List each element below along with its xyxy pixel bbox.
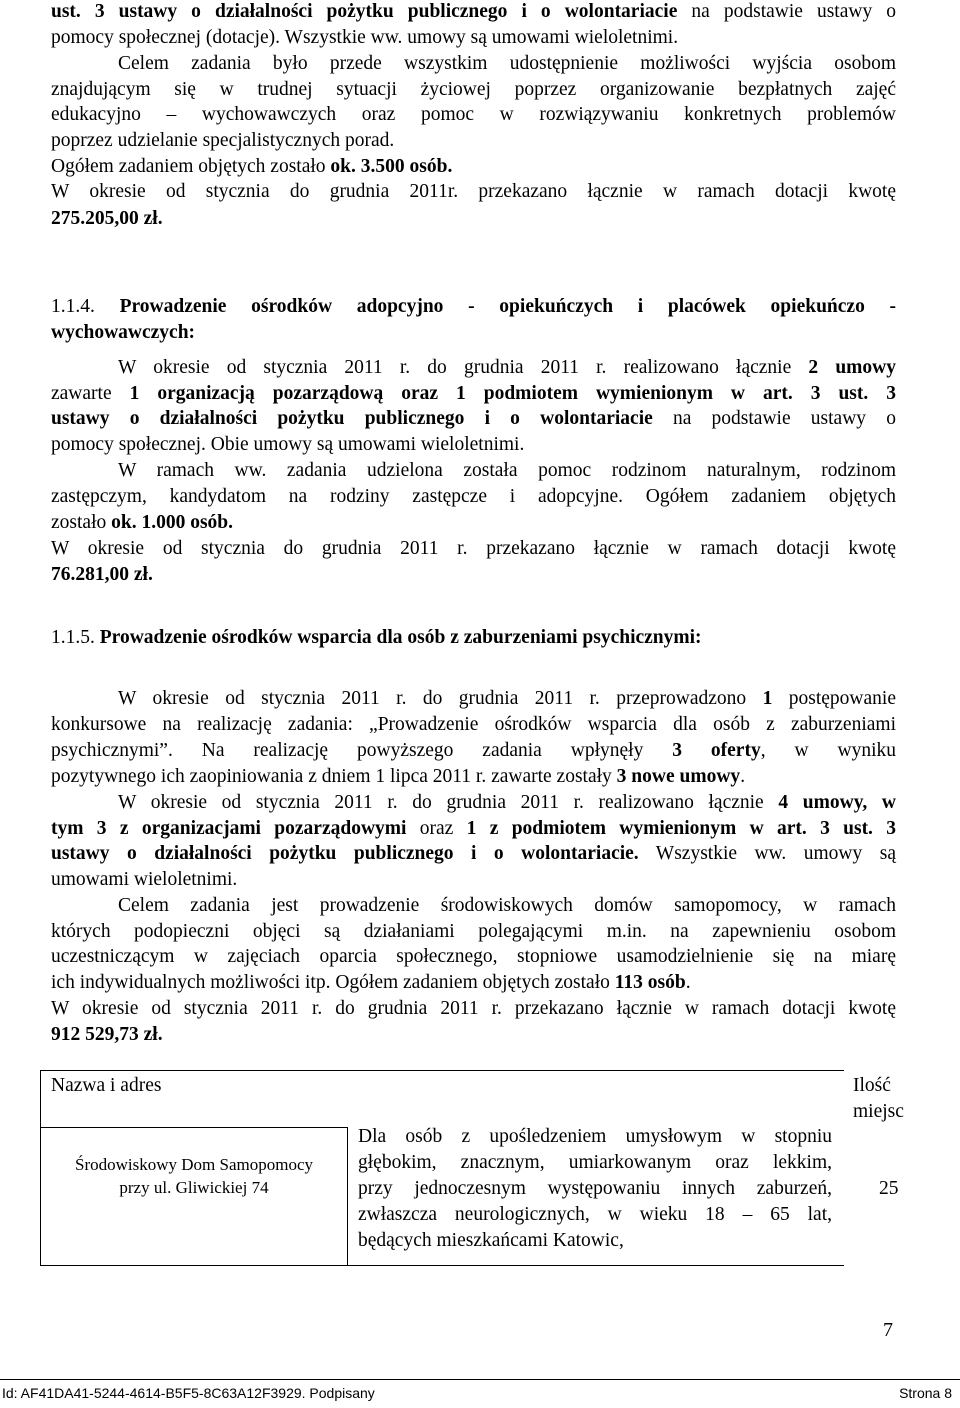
text-line: [51, 868, 896, 892]
text-run: Ogółem zadaniem objętych zostało: [51, 156, 331, 177]
text-run: na podstawie ustawy o: [677, 1, 897, 22]
bold-text: Prowadzenie ośrodków adopcyjno - opiekuńczych i placówek opiekuńczo -: [119, 296, 897, 317]
text-line: [51, 295, 896, 319]
text-run: 1.1.4.: [51, 296, 120, 317]
text-run: pomocy społecznej. Obie umowy są umowami wieloletnimi.: [51, 434, 525, 455]
text-run: oraz: [406, 818, 467, 839]
text-line: [51, 207, 896, 231]
text-run: poprzez udzielanie specjalistycznych porad.: [51, 130, 395, 151]
table-cell-description-line: przy jednoczesnym występowaniu innych zaburzeń,: [358, 1178, 832, 1199]
text-run: na podstawie ustawy o: [652, 408, 896, 429]
text-run: zostało: [51, 512, 112, 533]
text-line: [51, 180, 896, 204]
text-run: W okresie od stycznia 2011 r. do grudnia 2011 r. przekazano łącznie w ramach dotacji kwotę: [51, 998, 896, 1019]
table-cell-name-line: przy ul. Gliwickiej 74: [119, 1178, 269, 1197]
bold-text: ok. 1.000 osób.: [111, 512, 234, 533]
bold-text: 1 organizacją pozarządową oraz 1 podmiotem wymienionym w art. 3 ust. 3: [129, 383, 896, 404]
text-line: [51, 103, 896, 127]
text-run: pomocy społecznej (dotacje). Wszystkie ww. umowy są umowami wieloletnimi.: [51, 27, 679, 48]
bold-text: ustawy o działalności pożytku publicznego i o wolontariacie.: [51, 843, 639, 864]
text-run: , w wyniku: [760, 740, 896, 761]
text-line: [51, 842, 896, 866]
table-cell-description: [358, 1124, 832, 1254]
text-line: [51, 511, 896, 535]
text-run: pozytywnego ich zaopiniowania z dniem 1 lipca 2011 r. zawarte zostały: [51, 766, 617, 787]
bold-text: 2 umowy: [808, 357, 896, 378]
bold-text: wychowawczych:: [51, 322, 196, 343]
bold-text: 3 oferty: [672, 740, 761, 761]
text-run: W okresie od stycznia 2011 r. do grudnia 2011 r. realizowano łącznie: [118, 792, 779, 813]
text-line: [51, 485, 896, 509]
table-header-places-line: miejsc: [853, 1101, 904, 1122]
bold-text: 76.281,00 zł.: [51, 564, 153, 585]
table-cell-description-line: głębokim, znacznym, umiarkowanym oraz lekkim,: [358, 1152, 832, 1173]
bold-text: 1 z podmiotem wymienionym w art. 3 ust. 3: [466, 818, 896, 839]
bold-text: ustawy o działalności pożytku publicznego i o wolontariacie: [51, 408, 653, 429]
text-run: W ramach ww. zadania udzielona została pomoc rodzinom naturalnym, rodzinom: [118, 460, 896, 481]
text-run: Celem zadania jest prowadzenie środowiskowych domów samopomocy, w ramach: [118, 895, 896, 916]
table-cell-description-line: będących mieszkańcami Katowic,: [358, 1230, 624, 1251]
text-line: [51, 129, 896, 153]
text-run: psychicznymi”. Na realizację powyższego zadania wpłynęły: [51, 740, 673, 761]
text-line: [51, 971, 896, 995]
table-cell-name: [46, 1153, 342, 1199]
footer-id: Id: AF41DA41-5244-4614-B5F5-8C63A12F3929. Podpisany: [2, 1385, 375, 1401]
bold-text: 275.205,00 zł.: [51, 208, 163, 229]
text-run: których podopieczni objęci są działaniami polegającymi m.in. na zapewnieniu osobom: [51, 921, 896, 942]
text-run: W okresie od stycznia do grudnia 2011r. przekazano łącznie w ramach dotacji kwotę: [51, 181, 896, 202]
text-line: [51, 407, 896, 431]
page-number: 7: [883, 1319, 893, 1341]
text-line: [51, 78, 896, 102]
bold-text: tym 3 z organizacjami pozarządowymi: [51, 818, 407, 839]
text-line: [51, 739, 896, 763]
text-line: [51, 687, 896, 711]
text-run: W okresie od stycznia 2011 r. do grudnia 2011 r. przeprowadzono: [118, 688, 763, 709]
table-header-places-line: Ilość: [853, 1075, 891, 1096]
text-line: [51, 155, 896, 179]
text-run: zawarte: [51, 383, 130, 404]
text-run: Wszystkie ww. umowy są: [638, 843, 896, 864]
text-run: .: [685, 972, 691, 993]
bold-text: 4 umowy, w: [778, 792, 896, 813]
text-run: konkursowe na realizację zadania: „Prowadzenie ośrodków wsparcia dla osób z zaburzeniami: [51, 714, 896, 735]
bold-text: 3 nowe umowy: [616, 766, 741, 787]
bold-text: 1: [762, 688, 773, 709]
text-line: [51, 433, 896, 457]
bold-text: ok. 3.500 osób.: [330, 156, 453, 177]
text-run: postępowanie: [772, 688, 896, 709]
table-cell-name-line: Środowiskowy Dom Samopomocy: [75, 1155, 313, 1174]
text-line: [51, 321, 896, 345]
table-cell-places: 25: [879, 1178, 899, 1199]
footer-page-label: Strona 8: [899, 1385, 952, 1401]
text-run: znajdującym się w trudnej sytuacji życiowej poprzez organizowanie bezpłatnych zajęć: [51, 79, 896, 100]
text-line: [51, 1023, 896, 1047]
bold-text: 113 osób: [614, 972, 686, 993]
text-line: [51, 894, 896, 918]
table-header-name: Nazwa i adres: [51, 1075, 162, 1096]
text-line: [51, 817, 896, 841]
text-line: [51, 563, 896, 587]
text-run: edukacyjno – wychowawczych oraz pomoc w rozwiązywaniu konkretnych problemów: [51, 104, 896, 125]
table-cell-description-line: Dla osób z upośledzeniem umysłowym w stopniu: [358, 1126, 832, 1147]
table-border-inner-top: [40, 1127, 347, 1128]
text-line: [51, 626, 896, 650]
table-border-divider: [347, 1127, 348, 1265]
text-line: [51, 52, 896, 76]
table-header-places: [853, 1073, 904, 1125]
text-line: [51, 945, 896, 969]
text-run: .: [740, 766, 746, 787]
bold-text: Prowadzenie ośrodków wsparcia dla osób z zaburzeniami psychicznymi:: [99, 627, 702, 648]
table-border-left: [40, 1070, 41, 1265]
text-run: zastępczym, kandydatom na rodziny zastępcze i adopcyjne. Ogółem zadaniem objętych: [51, 486, 896, 507]
text-line: [51, 0, 896, 24]
text-run: W okresie od stycznia 2011 r. do grudnia 2011 r. realizowano łącznie: [118, 357, 809, 378]
text-line: [51, 356, 896, 380]
text-line: [51, 765, 896, 789]
table-border-top: [40, 1070, 844, 1071]
bold-text: ust. 3 ustawy o działalności pożytku publicznego i o wolontariacie: [51, 1, 678, 22]
text-line: [51, 920, 896, 944]
text-run: umowami wieloletnimi.: [51, 869, 238, 890]
text-run: 1.1.5.: [51, 627, 100, 648]
text-run: Celem zadania było przede wszystkim udostępnienie możliwości wyjścia osobom: [118, 53, 896, 74]
text-line: [51, 713, 896, 737]
text-run: uczestniczącym w zajęciach oparcia społecznego, stopniowe usamodzielnienie się na miarę: [51, 946, 896, 967]
table-border-bottom: [40, 1265, 844, 1266]
text-line: [51, 997, 896, 1021]
text-line: [51, 791, 896, 815]
text-run: W okresie od stycznia do grudnia 2011 r. przekazano łącznie w ramach dotacji kwotę: [51, 538, 896, 559]
footer-rule: [0, 1379, 960, 1380]
text-line: [51, 26, 896, 50]
text-line: [51, 382, 896, 406]
text-line: [51, 459, 896, 483]
table-cell-description-line: zwłaszcza neurologicznych, w wieku 18 – 65 lat,: [358, 1204, 832, 1225]
bold-text: 912 529,73 zł.: [51, 1024, 163, 1045]
text-line: [51, 537, 896, 561]
text-run: ich indywidualnych możliwości itp. Ogółem zadaniem objętych zostało: [51, 972, 615, 993]
